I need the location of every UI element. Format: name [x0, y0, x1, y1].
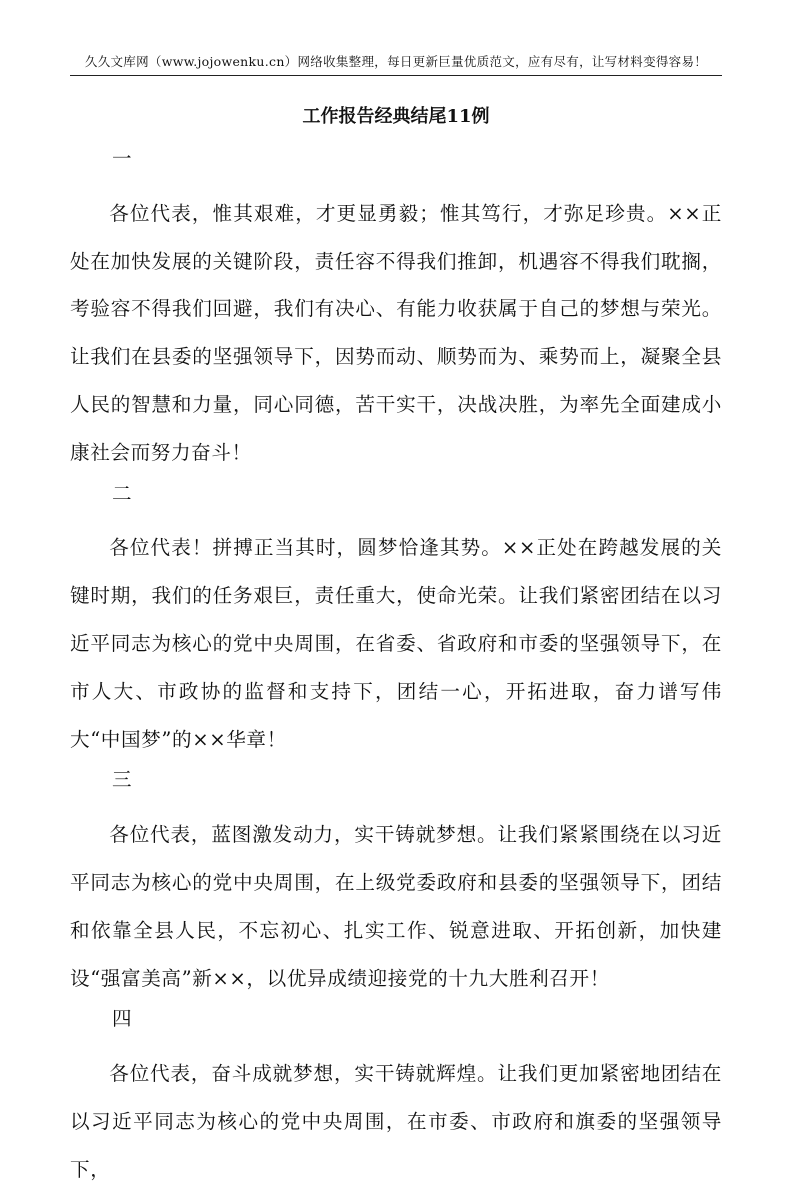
document-title: 工作报告经典结尾11例 [302, 106, 490, 127]
page-header: 久久文库网（www.jojowenku.cn）网络收集整理，每日更新巨量优质范文，应有尽有，让写材料变得容易！ [84, 54, 708, 69]
section-paragraph: 各位代表，奋斗成就梦想，实干铸就辉煌。让我们更加紧密地团结在以习近平同志为核心的党中央周围，在市委、市政府和旗委的坚强领导下， [70, 1062, 722, 1181]
section-4 [70, 1002, 722, 1193]
section-paragraph: 各位代表，蓝图激发动力，实干铸就梦想。让我们紧紧围绕在以习近平同志为核心的党中央周围，在上级党委政府和县委的坚强领导下，团结和依靠全县人民，不忘初心、扎实工作、锐意进取、开拓创新，加快建设“强富美高”新××，以优异成绩迎接党的十九大胜利召开！ [70, 823, 722, 990]
header-divider [70, 75, 722, 76]
section-paragraph: 各位代表，惟其艰难，才更显勇毅；惟其笃行，才弥足珍贵。××正处在加快发展的关键阶段，责任容不得我们推卸，机遇容不得我们耽搁，考验容不得我们回避，我们有决心、有能力收获属于自己的梦想与荣光。让我们在县委的坚强领导下，因势而动、顺势而为、乘势而上，凝聚全县人民的智慧和力量，同心同德，苦干实干，决战决胜，为率先全面建成小康社会而努力奋斗！ [70, 201, 722, 464]
section-number: 一 [112, 147, 132, 170]
section-1 [70, 142, 722, 477]
section-number: 四 [112, 1007, 132, 1031]
section-paragraph: 各位代表！拼搏正当其时，圆梦恰逢其势。××正处在跨越发展的关键时期，我们的任务艰巨，责任重大，使命光荣。让我们紧密团结在以习近平同志为核心的党中央周围，在省委、省政府和市委的坚强领导下，在市人大、市政协的监督和支持下，团结一心，开拓进取，奋力谱写伟大“中国梦”的××华章！ [70, 536, 722, 751]
section-2 [70, 477, 722, 764]
section-3 [70, 763, 722, 1002]
section-number: 三 [112, 768, 132, 792]
section-number: 二 [112, 481, 132, 505]
document-body [70, 142, 722, 1194]
